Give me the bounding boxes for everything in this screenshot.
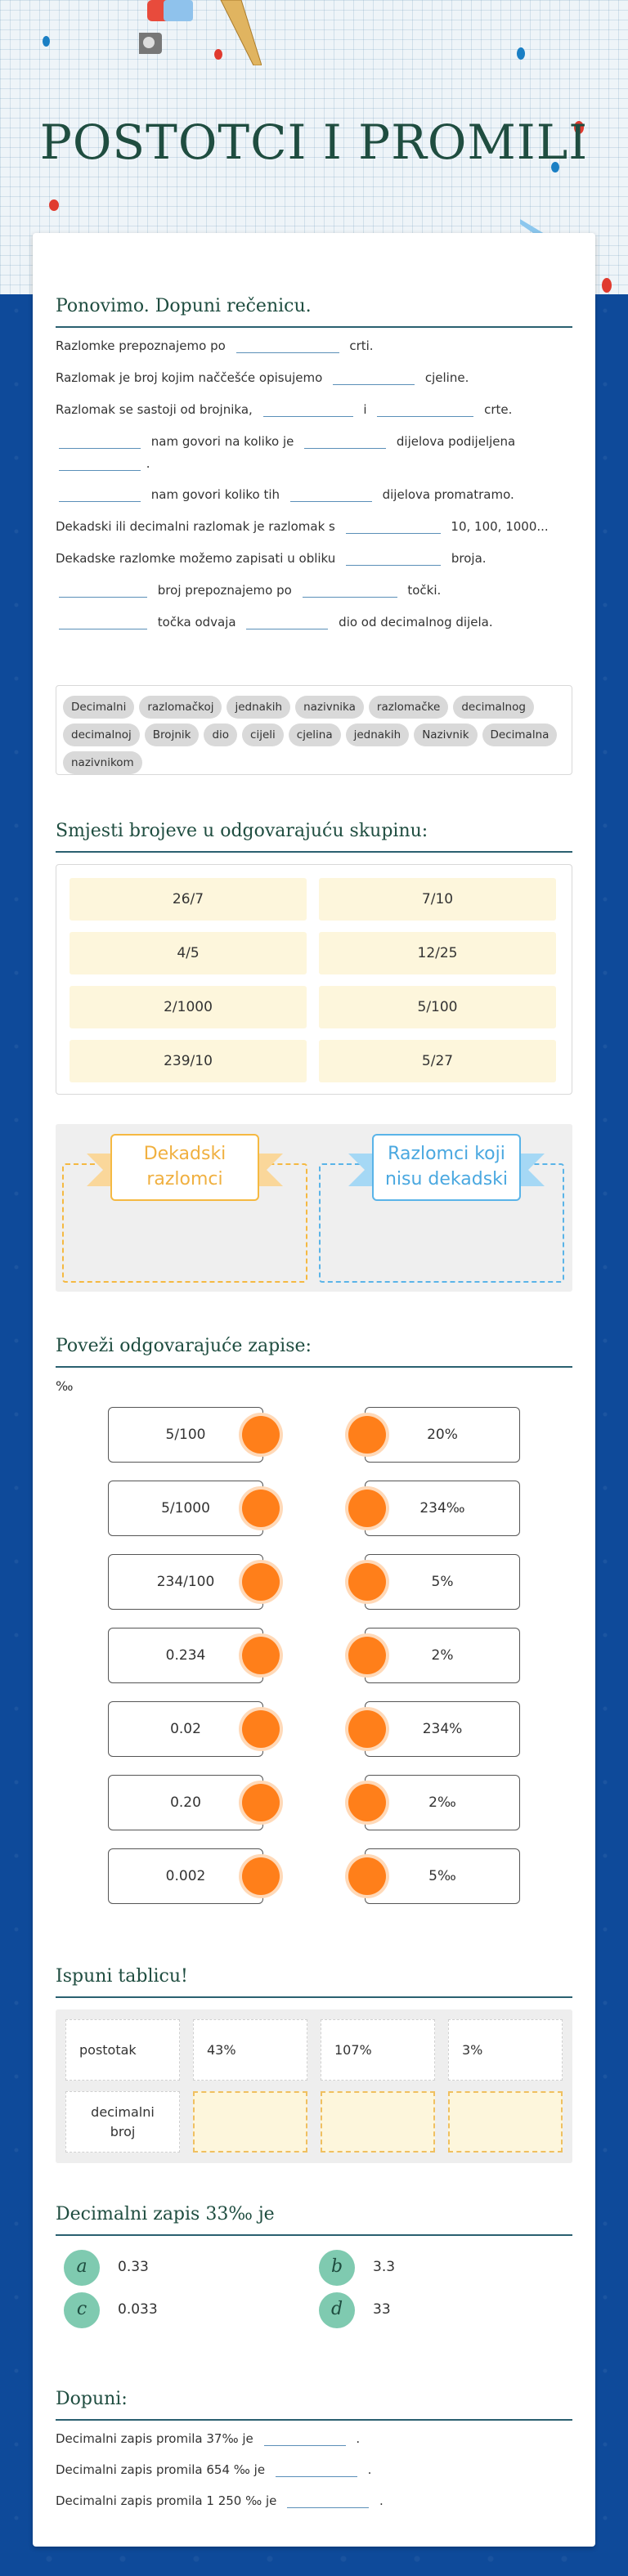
sentence-text: Dekadski ili decimalni razlomak je razlomak s [56,519,335,534]
match-left-connector[interactable] [242,1416,280,1454]
sentence-line [56,2431,360,2446]
section-heading-fill: Dopuni: [56,2389,128,2409]
sentence-line [59,434,515,449]
answer-blank[interactable] [59,436,141,449]
section-divider [56,851,572,853]
sentence-text: nam govori na koliko je [150,434,294,449]
option-text[interactable]: 0.033 [118,2301,158,2318]
word-chip[interactable]: Brojnik [145,724,200,746]
match-left-item[interactable]: 0.234 [108,1628,263,1683]
sentence-text: . [146,456,150,471]
sentence-line [56,338,374,353]
sentence-end: . [356,2431,361,2446]
section-heading-fill-sentences: Ponovimo. Dopuni rečenicu. [56,296,312,316]
match-left-item[interactable]: 0.002 [108,1848,263,1904]
table-input-cell[interactable] [193,2091,307,2153]
sentence-text: točka odvaja [157,615,236,629]
sentence-text: Razlomak je broj kojim naččešće opisujemo [56,370,323,385]
match-right-connector[interactable] [348,1637,386,1674]
word-chip[interactable]: nazivnikom [63,751,142,774]
option-badge[interactable]: d [319,2292,355,2328]
word-chip[interactable]: cjelina [289,724,341,746]
sentence-text: dio od decimalnog dijela. [339,615,493,629]
option-text[interactable]: 0.33 [118,2259,149,2275]
match-right-connector[interactable] [348,1784,386,1821]
sort-item[interactable]: 2/1000 [70,986,307,1028]
answer-blank[interactable] [377,404,473,417]
match-left-connector[interactable] [242,1857,280,1895]
decor-dot [602,278,612,293]
word-chip[interactable]: jednakih [227,696,290,719]
answer-blank[interactable] [246,616,328,629]
sentence-line [59,456,150,471]
sort-item[interactable]: 4/5 [70,932,307,974]
answer-blank[interactable] [59,585,147,598]
sentence-text: cjeline. [424,370,469,385]
answer-blank[interactable] [59,489,141,502]
section-divider [56,1996,572,1998]
sentence-text: Decimalni zapis promila 1 250 ‰ je [56,2493,277,2508]
match-right-item[interactable]: 5‰ [365,1848,520,1904]
match-left-item[interactable]: 0.20 [108,1775,263,1830]
fill-table [56,2009,572,2163]
table-row-label: postotak [65,2019,180,2081]
sort-item[interactable]: 7/10 [319,878,556,921]
answer-blank[interactable] [287,2495,369,2508]
word-chip[interactable]: Decimalni [63,696,134,719]
match-right-item[interactable]: 2% [365,1628,520,1683]
sentence-text: točki. [407,583,442,598]
match-right-connector[interactable] [348,1710,386,1748]
option-badge[interactable]: a [64,2250,100,2286]
sentence-line [59,583,441,598]
decor-dot [43,36,50,47]
sentence-end: . [367,2462,372,2477]
table-cell: 3% [448,2019,563,2081]
section-divider [56,2234,572,2236]
zone-label-non-decimal-fractions: Razlomci koji nisu dekadski [372,1134,521,1201]
answer-blank[interactable] [304,436,386,449]
word-chip[interactable]: dio [204,724,237,746]
section-divider [56,1366,572,1368]
sentence-text: dijelova promatramo. [382,487,514,502]
sentence-text: Razlomak se sastoji od brojnika, [56,402,253,417]
match-right-connector[interactable] [348,1563,386,1601]
sort-item[interactable]: 5/100 [319,986,556,1028]
answer-blank[interactable] [264,2433,346,2446]
word-chip[interactable]: razlomačke [369,696,448,719]
sentence-text: broj prepoznajemo po [157,583,292,598]
match-left-item[interactable]: 5/1000 [108,1481,263,1536]
table-cell: 107% [321,2019,435,2081]
match-left-item[interactable]: 234/100 [108,1554,263,1610]
match-right-item[interactable]: 20% [365,1407,520,1463]
section-heading-match: Poveži odgovarajuće zapise: [56,1336,312,1356]
match-left-connector[interactable] [242,1784,280,1821]
match-left-connector[interactable] [242,1710,280,1748]
sort-item[interactable]: 12/25 [319,932,556,974]
sentence-line [56,370,469,385]
sentence-text: Razlomke prepoznajemo po [56,338,226,353]
sentence-line [59,615,493,629]
word-chip[interactable]: Decimalna [482,724,558,746]
decor-dot [49,199,59,211]
word-chip[interactable]: Nazivnik [414,724,477,746]
answer-blank[interactable] [346,553,441,566]
match-left-connector[interactable] [242,1490,280,1527]
stationery-icon [139,0,262,65]
match-left-connector[interactable] [242,1637,280,1674]
permille-symbol: ‰ [56,1378,74,1394]
answer-blank[interactable] [59,458,141,471]
section-heading-multiple-choice: Decimalni zapis 33‰ je [56,2204,275,2224]
sort-items-panel [56,864,572,1095]
match-right-connector[interactable] [348,1416,386,1454]
sentence-text: Decimalni zapis promila 654 ‰ je [56,2462,266,2477]
sentence-text: dijelova podijeljena [396,434,516,449]
sort-item[interactable]: 26/7 [70,878,307,921]
sentence-text: Dekadske razlomke možemo zapisati u obliku [56,551,336,566]
answer-blank[interactable] [276,2464,357,2477]
page-title: POSTOTCI I PROMILI [39,114,589,170]
sentence-line [56,519,549,534]
word-chip[interactable]: decimalnog [453,696,534,719]
word-chip[interactable]: razlomačkoj [139,696,222,719]
sentence-line [56,551,487,566]
match-left-connector[interactable] [242,1563,280,1601]
sort-item[interactable]: 5/27 [319,1040,556,1082]
option-badge[interactable]: c [64,2292,100,2328]
table-input-cell[interactable] [321,2091,435,2153]
match-right-connector[interactable] [348,1490,386,1527]
word-chip[interactable]: jednakih [346,724,410,746]
section-heading-sort: Smjesti brojeve u odgovarajuću skupinu: [56,821,428,841]
worksheet-card [33,233,595,2547]
word-chip[interactable]: nazivnika [295,696,364,719]
answer-blank[interactable] [333,372,415,385]
sentence-text: crti. [349,338,374,353]
match-right-connector[interactable] [348,1857,386,1895]
sentence-line [59,487,514,502]
answer-blank[interactable] [59,616,147,629]
sentence-text: broja. [451,551,487,566]
answer-blank[interactable] [236,340,339,353]
sentence-line [56,2493,384,2508]
sentence-text: 10, 100, 1000... [451,519,549,534]
section-divider [56,326,572,328]
match-right-item[interactable]: 234% [365,1701,520,1757]
answer-blank[interactable] [346,521,441,534]
sentence-text: Decimalni zapis promila 37‰ je [56,2431,253,2446]
word-bank [56,685,572,775]
table-cell: 43% [193,2019,307,2081]
answer-blank[interactable] [303,585,397,598]
sentence-line [56,2462,371,2477]
word-chip[interactable]: cijeli [242,724,284,746]
sentence-text: i [363,402,367,417]
table-input-cell[interactable] [448,2091,563,2153]
match-right-item[interactable]: 5% [365,1554,520,1610]
option-badge[interactable]: b [319,2250,355,2286]
sort-item[interactable]: 239/10 [70,1040,307,1082]
sentence-end: . [379,2493,384,2508]
section-heading-table: Ispuni tablicu! [56,1966,188,1987]
match-right-item[interactable]: 234‰ [365,1481,520,1536]
section-divider [56,2419,572,2421]
decor-dot [517,47,525,60]
match-left-item[interactable]: 0.02 [108,1701,263,1757]
option-text[interactable]: 33 [373,2301,391,2318]
answer-blank[interactable] [290,489,372,502]
sort-zones-panel [56,1124,572,1292]
option-text[interactable]: 3.3 [373,2259,396,2275]
sentence-text: crte. [484,402,513,417]
zone-label-decimal-fractions: Dekadski razlomci [110,1134,259,1201]
word-chip[interactable]: decimalnoj [63,724,140,746]
sentence-text: nam govori koliko tih [150,487,280,502]
sentence-line [56,402,512,417]
answer-blank[interactable] [263,404,353,417]
match-left-item[interactable]: 5/100 [108,1407,263,1463]
table-row-label: decimalni broj [65,2091,180,2153]
match-right-item[interactable]: 2‰ [365,1775,520,1830]
